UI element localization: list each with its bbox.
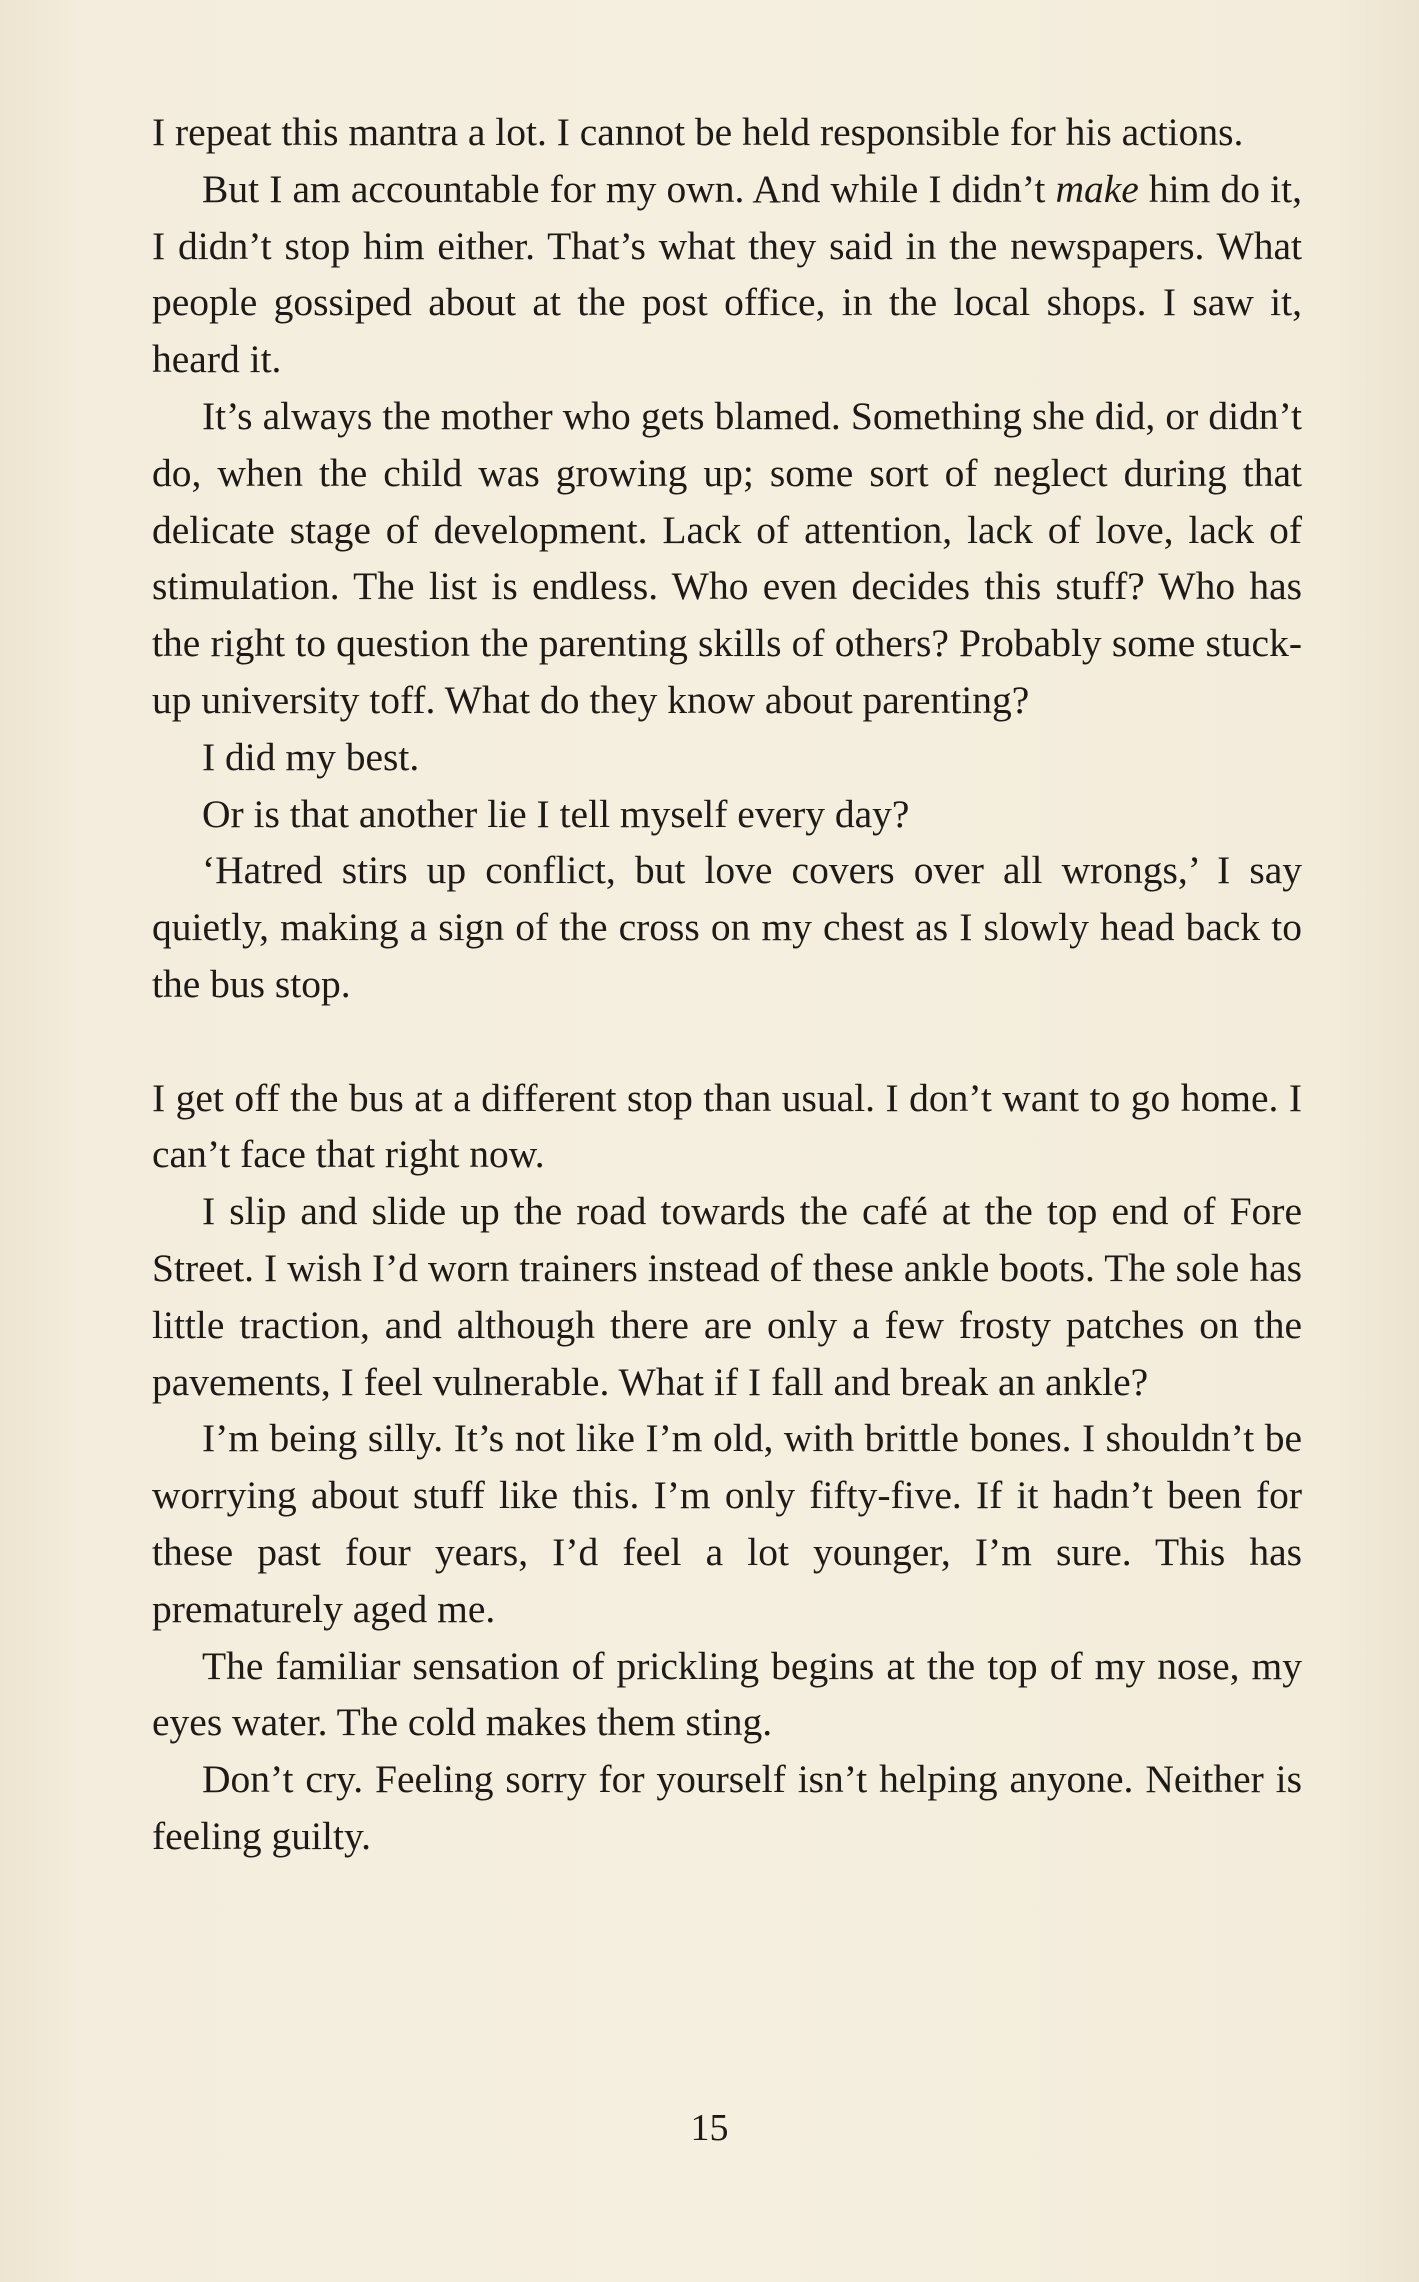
paragraph: I repeat this mantra a lot. I cannot be held responsible for his actions. [152, 110, 1244, 154]
body-text [152, 104, 1302, 1865]
paragraph: Don’t cry. Feeling sorry for yourself isn’t helping anyone. Neither is feeling guilty. [152, 1757, 1302, 1858]
paragraph-text: him do it, I didn’t stop him either. That’s what they said in the newspapers. What people gossiped about at the post office, in the local shops. I saw it, heard it. [152, 166, 1302, 382]
paragraph: I slip and slide up the road towards the café at the top end of Fore Street. I wish I’d worn trainers instead of these ankle boots. The sole has little traction, and although there are only a few frosty patches on the pavements, I feel vulnerable. What if I fall and break an ankle? [152, 1189, 1302, 1404]
paragraph [152, 161, 1302, 388]
emphasis-text: make [1055, 166, 1139, 211]
paragraph: I did my best. [202, 734, 420, 779]
paragraph: ‘Hatred stirs up conflict, but love covers over all wrongs,’ I say quietly, making a sign of the cross on my chest as I slowly head back to the bus stop. [152, 848, 1302, 1006]
paragraph: I’m being silly. It’s not like I’m old, with brittle bones. I shouldn’t be worrying about stuff like this. I’m only fifty-five. If it hadn’t been for these past four years, I’d feel a lot younger, I’m sure. This has prematurely aged me. [152, 1416, 1302, 1631]
paragraph: I get off the bus at a different stop than usual. I don’t want to go home. I can’t face that right now. [152, 1075, 1302, 1177]
page-number: 15 [690, 2107, 729, 2149]
paragraph: Or is that another lie I tell myself every day? [202, 791, 910, 836]
paragraph-text: But I am accountable for my own. And while I didn’t [202, 166, 1056, 211]
paragraph: It’s always the mother who gets blamed. Something she did, or didn’t do, when the child was growing up; some sort of neglect during that delicate stage of development. Lack of attention, lack of love, lack of stimulation. The list is endless. Who even decides this stuff? Who has the right to question the parenting skills of others? Probably some stuck-up university toff. What do they know about parenting? [152, 393, 1302, 722]
paragraph: The familiar sensation of prickling begins at the top of my nose, my eyes water. The cold makes them sting. [152, 1643, 1302, 1745]
